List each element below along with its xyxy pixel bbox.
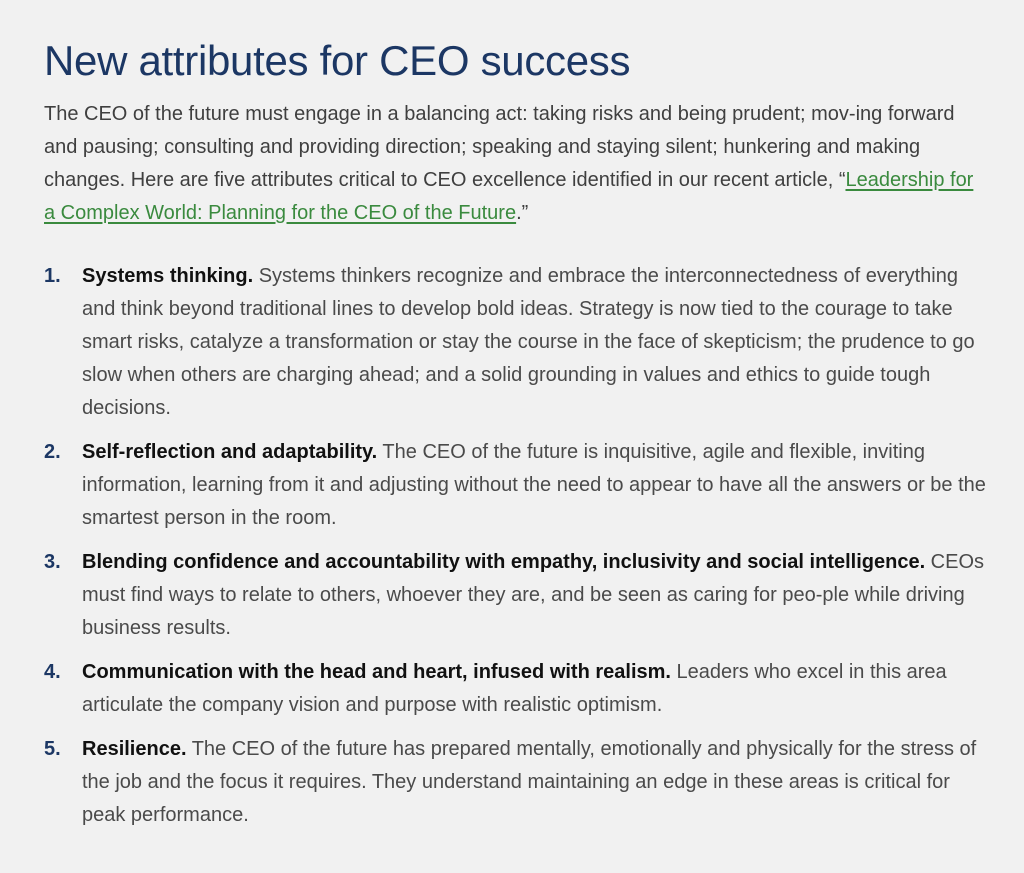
item-number: 2. (44, 441, 61, 463)
item-body: CEOs must find ways to relate to others, whoever they are, and be seen as caring for peo-ple while driving business results. (82, 551, 985, 639)
item-body: The CEO of the future is inquisitive, agile and flexible, inviting information, learning from it and adjusting without the need to appear to have all the answers or be the smartest person in the room. (82, 441, 986, 529)
item-heading: Communication with the head and heart, infused with realism. (82, 661, 671, 683)
intro-text-before: The CEO of the future must engage in a balancing act: taking risks and being prudent; mov-ing forward and pausing; consulting and providing direction; speaking and staying silent; hunkering and making changes. Here are five attributes critical to CEO excellence identified in our recent article, “ (44, 103, 955, 191)
intro-paragraph (44, 98, 979, 230)
list-item (44, 656, 988, 722)
intro-text-after: .” (516, 202, 529, 224)
list-item (44, 546, 988, 645)
article-link[interactable]: Leadership for a Complex World: Planning for the CEO of the Future (44, 169, 974, 224)
item-number: 3. (44, 551, 61, 573)
list-item (44, 260, 988, 425)
item-body: Systems thinkers recognize and embrace the interconnectedness of everything and think beyond traditional lines to develop bold ideas. Strategy is now tied to the courage to take smart risks, catalyze a transformation or stay the course in the face of skepticism; the prudence to go slow when others are charging ahead; and a solid grounding in values and ethics to guide tough decisions. (82, 265, 975, 419)
item-body: Leaders who excel in this area articulate the company vision and purpose with realistic optimism. (82, 661, 947, 716)
item-body: The CEO of the future has prepared mentally, emotionally and physically for the stress of the job and the focus it requires. They understand maintaining an edge in these areas is critical for peak performance. (82, 738, 977, 826)
list-item (44, 436, 988, 535)
item-heading: Systems thinking. (82, 265, 254, 287)
item-heading: Self-reflection and adaptability. (82, 441, 378, 463)
attributes-list (44, 260, 988, 832)
item-number: 4. (44, 661, 61, 683)
list-item (44, 733, 988, 832)
page-title: New attributes for CEO success (44, 37, 631, 84)
item-heading: Resilience. (82, 738, 187, 760)
item-number: 1. (44, 265, 61, 287)
item-number: 5. (44, 738, 61, 760)
item-heading: Blending confidence and accountability with empathy, inclusivity and social intelligence. (82, 551, 926, 573)
